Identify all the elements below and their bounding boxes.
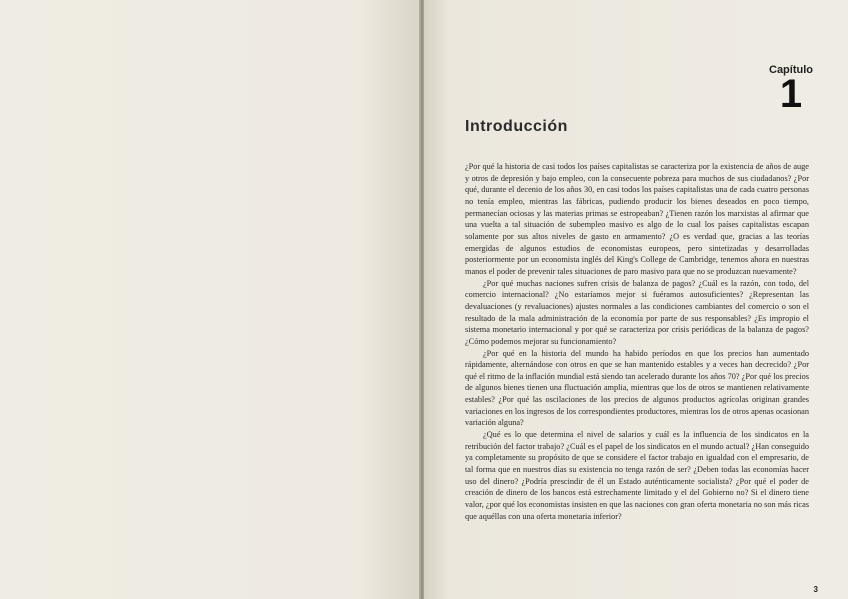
body-text [465,161,809,522]
left-page-blank [0,0,421,599]
paragraph-4: ¿Qué es lo que determina el nivel de salarios y cuál es la influencia de los sindicatos en la retribución del factor trabajo? ¿Cuál es el papel de los sindicatos en el mundo actual? ¿Han conseguido ya completamente su propósito de que se considere el factor trabajo en igualdad con el empresario, de tal forma que en nuestros días su existencia no tenga razón de ser? ¿Deben todas las economías hacer uso del dinero? ¿Podría prescindir de él un Estado auténticamente socialista? ¿Por qué el poder de creación de dinero de los bancos está estrechamente limitado y el del Gobierno no? Si el dinero tiene valor, ¿por qué los economistas insisten en que las naciones con gran oferta monetaria no son más ricas que aquéllas con una oferta monetaria inferior? [465,430,809,521]
paragraph-1: ¿Por qué la historia de casi todos los países capitalistas se caracteriza por la existencia de años de auge y otros de depresión y bajo empleo, con la consecuente pobreza para muchos de sus ciudadanos? ¿Por qué, durante el decenio de los años 30, en casi todos los países capitalistas una de cada cuatro personas no tenía empleo, mientras las fábricas, pudiendo producir los bienes deseados en poco tiempo, permanecían ociosas y las materias primas se estropeaban? ¿Tienen razón los marxistas al afirmar que una vuelta a tal situación de subempleo masivo es algo de lo cual los países capitalistas escapan solamente por sus altos niveles de gasto en armamento? ¿O es verdad que, gracias a las teorías emergidas de algunos estudios de economistas europeos, pero sintetizadas y desarrolladas posteriormente por un economista inglés del King's College de Cambridge, tenemos ahora en nuestras manos el poder de prevenir tales situaciones de paro masivo para que no se produzcan nuevamente? [465,162,809,276]
page-number: 3 [813,585,818,594]
paragraph-3: ¿Por qué en la historia del mundo ha habido períodos en que los precios han aumentado rápidamente, alternándose con otros en que se han mantenido estables y a veces han decrecido? ¿Por qué el ritmo de la inflación mundial está siendo tan acelerado durante los años 70? ¿Por qué los precios de algunos bienes tienen una fluctuación amplia, mientras que los de otros se mantienen relativamente estables? ¿Por qué las oscilaciones de los precios de algunos productos agrícolas originan grandes variaciones en los ingresos de los correspondientes productores, mientras los de otros apenas ocasionan variación alguna? [465,348,809,428]
chapter-heading [756,64,826,114]
chapter-number: 1 [779,72,803,116]
page-title: Introducción [465,118,568,135]
paragraph-2: ¿Por qué muchas naciones sufren crisis de balanza de pagos? ¿Cuál es la razón, con todo, del comercio internacional? ¿No estaríamos mejor si fuéramos autosuficientes? ¿Representan las devaluaciones (y revaluaciones) ajustes normales a las condiciones cambiantes del comercio o son el resultado de la mala administración de la economía por parte de sus responsables? ¿Es impropio el sistema monetario internacional y por qué se caracteriza por crisis periódicas de la balanza de pagos? ¿Cómo podemos mejorar su funcionamiento? [465,278,809,346]
chapter-label: Capítulo [769,64,813,76]
